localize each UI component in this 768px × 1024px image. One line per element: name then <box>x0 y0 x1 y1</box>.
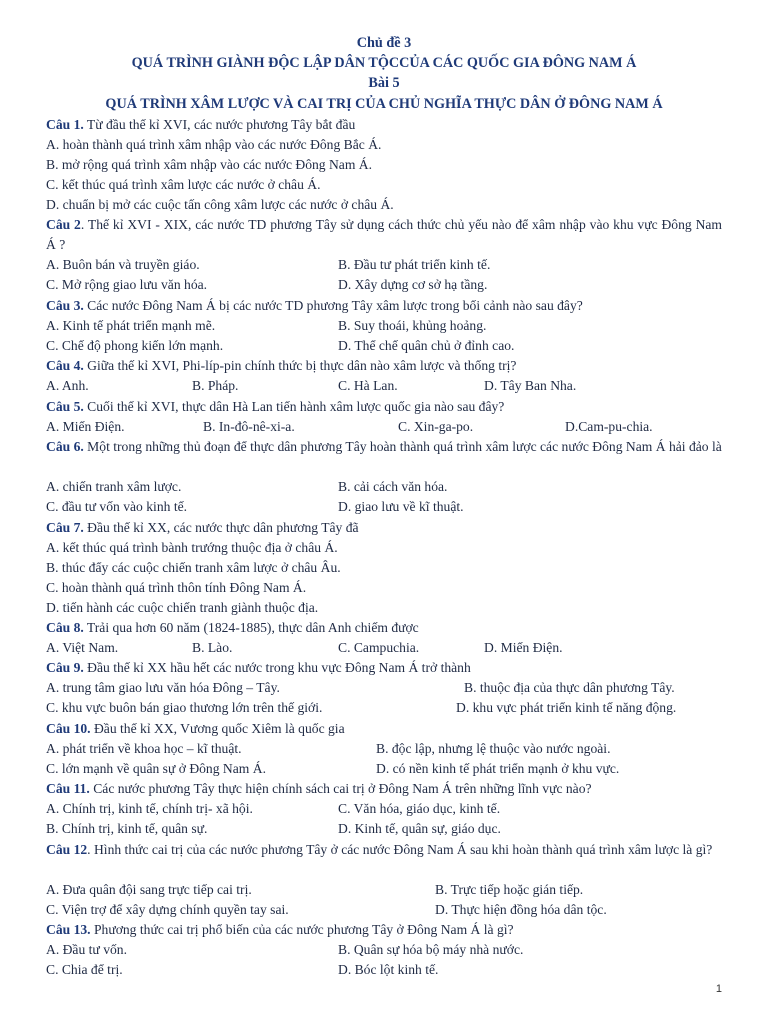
question-text: Từ đầu thế kỉ XVI, các nước phương Tây bắt đầu <box>83 117 356 132</box>
answer-option[interactable]: A. chiến tranh xâm lược. <box>46 479 182 495</box>
question-label: Câu 13. <box>46 922 91 937</box>
question-label: Câu 4. <box>46 358 84 373</box>
answer-option[interactable]: D. chuẩn bị mở các cuộc tấn công xâm lược các nước ở châu Á. <box>46 197 394 213</box>
answer-option[interactable]: A. phát triển về khoa học – kĩ thuật. <box>46 741 242 757</box>
answer-option[interactable]: A. Đưa quân đội sang trực tiếp cai trị. <box>46 882 252 898</box>
answer-option[interactable]: A. Đầu tư vốn. <box>46 942 127 958</box>
question-stem <box>46 437 722 457</box>
answer-option[interactable]: A. Miến Điện. <box>46 419 125 435</box>
answer-row <box>46 799 736 819</box>
answer-row <box>46 900 736 920</box>
answer-option[interactable]: C. lớn mạnh về quân sự ở Đông Nam Á. <box>46 761 266 777</box>
answer-row <box>46 497 736 517</box>
question-text: Các nước phương Tây thực hiện chính sách cai trị ở Đông Nam Á trên những lĩnh vực nào? <box>89 781 592 796</box>
answer-row <box>46 316 736 336</box>
question-text: Các nước Đông Nam Á bị các nước TD phương Tây xâm lược trong bối cảnh nào sau đây? <box>83 298 583 313</box>
lesson-title: QUÁ TRÌNH XÂM LƯỢC VÀ CAI TRỊ CỦA CHỦ NGHĨA THỰC DÂN Ở ĐÔNG NAM Á <box>105 96 663 112</box>
answer-option[interactable]: C. khu vực buôn bán giao thương lớn trên thế giới. <box>46 700 323 716</box>
answer-row <box>46 477 736 497</box>
answer-option[interactable]: C. Chia để trị. <box>46 962 123 978</box>
answer-option[interactable]: B. Pháp. <box>192 378 239 394</box>
topic-title: QUÁ TRÌNH GIÀNH ĐỘC LẬP DÂN TỘCCỦA CÁC QUỐC GIA ĐÔNG NAM Á <box>131 55 637 71</box>
question-text: Giữa thế kỉ XVI, Phi-líp-pin chính thức bị thực dân nào xâm lược và thống trị? <box>83 358 517 373</box>
answer-option[interactable]: D. Kinh tế, quân sự, giáo dục. <box>338 821 501 837</box>
answer-option[interactable]: A. Chính trị, kinh tế, chính trị- xã hội. <box>46 801 253 817</box>
answer-row <box>46 376 736 396</box>
answer-option[interactable]: B. Trực tiếp hoặc gián tiếp. <box>435 882 584 898</box>
answer-option[interactable]: C. kết thúc quá trình xâm lược các nước ở châu Á. <box>46 177 321 193</box>
question-stem <box>46 215 722 255</box>
answer-option[interactable]: D. Miến Điện. <box>484 640 563 656</box>
question-text: Cuối thế kỉ XVI, thực dân Hà Lan tiến hành xâm lược quốc gia nào sau đây? <box>83 399 505 414</box>
answer-row <box>46 275 736 295</box>
answer-option[interactable]: A. Việt Nam. <box>46 640 119 656</box>
answer-row <box>46 678 736 698</box>
answer-option[interactable]: C. Xin-ga-po. <box>398 419 474 435</box>
answer-row <box>46 819 736 839</box>
answer-option[interactable]: B. độc lập, nhưng lệ thuộc vào nước ngoài. <box>376 741 611 757</box>
topic-heading: Chủ đề 3 <box>356 35 412 51</box>
question-stem <box>46 618 722 638</box>
question-text: Một trong những thủ đoạn để thực dân phương Tây hoàn thành quá trình xâm lược các nước Đông Nam Á hải đảo là <box>83 439 722 454</box>
answer-option[interactable]: B. cải cách văn hóa. <box>338 479 448 495</box>
answer-option[interactable]: B. mở rộng quá trình xâm nhập vào các nước Đông Nam Á. <box>46 157 373 173</box>
question-label: Câu 12 <box>46 842 88 857</box>
answer-option[interactable]: C. Viện trợ để xây dựng chính quyền tay sai. <box>46 902 289 918</box>
question-text: . Thế kỉ XVI - XIX, các nước TD phương Tây sử dụng cách thức chủ yếu nào để xâm nhập vào khu vực Đông Nam Á ? <box>46 217 723 253</box>
question-stem <box>46 658 722 678</box>
answer-option[interactable]: A. Anh. <box>46 378 89 394</box>
lesson-heading: Bài 5 <box>368 75 400 91</box>
question-text: Đầu thế kỉ XX, Vương quốc Xiêm là quốc gia <box>90 721 345 736</box>
question-stem <box>46 356 722 376</box>
question-label: Câu 5. <box>46 399 84 414</box>
question-stem <box>46 840 722 860</box>
question-text: Đầu thế kỉ XX hầu hết các nước trong khu vực Đông Nam Á trở thành <box>83 660 471 675</box>
answer-option[interactable]: D. khu vực phát triển kinh tế năng động. <box>456 700 677 716</box>
answer-row <box>46 255 736 275</box>
answer-option[interactable]: D. Thể chế quân chủ ở đỉnh cao. <box>338 338 515 354</box>
answer-option[interactable]: B. Quân sự hóa bộ máy nhà nước. <box>338 942 524 958</box>
answer-option[interactable]: A. Kinh tế phát triển mạnh mẽ. <box>46 318 216 334</box>
answer-option[interactable]: B. thuộc địa của thực dân phương Tây. <box>464 680 675 696</box>
question-label: Câu 10. <box>46 721 91 736</box>
question-label: Câu 1. <box>46 117 84 132</box>
answer-option[interactable]: D. có nền kinh tế phát triển mạnh ở khu vực. <box>376 761 620 777</box>
question-label: Câu 9. <box>46 660 84 675</box>
question-stem <box>46 920 722 940</box>
question-stem <box>46 115 722 135</box>
answer-option[interactable]: D. Xây dựng cơ sở hạ tầng. <box>338 277 488 293</box>
question-label: Câu 7. <box>46 520 84 535</box>
question-label: Câu 11. <box>46 781 90 796</box>
answer-row <box>46 880 736 900</box>
question-label: Câu 6. <box>46 439 84 454</box>
question-text: Trải qua hơn 60 năm (1824-1885), thực dân Anh chiếm được <box>83 620 419 635</box>
question-stem <box>46 397 722 417</box>
answer-option[interactable]: A. Buôn bán và truyền giáo. <box>46 257 200 273</box>
answer-option[interactable]: D. giao lưu về kĩ thuật. <box>338 499 464 515</box>
answer-option[interactable]: D.Cam-pu-chia. <box>565 419 653 435</box>
answer-option[interactable]: C. Hà Lan. <box>338 378 398 394</box>
answer-option[interactable]: B. Lào. <box>192 640 233 656</box>
answer-option[interactable]: B. thúc đẩy các cuộc chiến tranh xâm lược ở châu Âu. <box>46 560 341 576</box>
question-label: Câu 3. <box>46 298 84 313</box>
question-text: Phương thức cai trị phổ biến của các nước phương Tây ở Đông Nam Á là gì? <box>90 922 514 937</box>
answer-row <box>46 417 736 437</box>
answer-row <box>46 759 736 779</box>
answer-option[interactable]: C. hoàn thành quá trình thôn tính Đông Nam Á. <box>46 580 307 596</box>
question-text: Đầu thế kỉ XX, các nước thực dân phương Tây đã <box>83 520 359 535</box>
answer-row <box>46 940 736 960</box>
question-label: Câu 2 <box>46 217 81 232</box>
answer-option[interactable]: C. đầu tư vốn vào kinh tế. <box>46 499 188 515</box>
question-stem <box>46 518 722 538</box>
answer-option[interactable]: C. Mở rộng giao lưu văn hóa. <box>46 277 208 293</box>
answer-option[interactable]: B. Chính trị, kinh tế, quân sự. <box>46 821 208 837</box>
answer-option[interactable]: D. Bóc lột kinh tế. <box>338 962 439 978</box>
answer-option[interactable]: C. Văn hóa, giáo dục, kinh tế. <box>338 801 501 817</box>
answer-row <box>46 638 736 658</box>
answer-row <box>46 698 736 718</box>
answer-row <box>46 960 736 980</box>
answer-option[interactable]: B. Suy thoái, khủng hoảng. <box>338 318 487 334</box>
answer-option[interactable]: A. hoàn thành quá trình xâm nhập vào các nước Đông Bắc Á. <box>46 137 382 153</box>
answer-option[interactable]: D. Thực hiện đồng hóa dân tộc. <box>435 902 607 918</box>
answer-row <box>46 336 736 356</box>
question-stem <box>46 779 722 799</box>
question-label: Câu 8. <box>46 620 84 635</box>
answer-option[interactable]: C. Campuchia. <box>338 640 420 656</box>
question-stem <box>46 719 722 739</box>
answer-option[interactable]: C. Chế độ phong kiến lớn mạnh. <box>46 338 224 354</box>
answer-option[interactable]: D. tiến hành các cuộc chiến tranh giành thuộc địa. <box>46 600 319 616</box>
question-text: . Hình thức cai trị của các nước phương Tây ở các nước Đông Nam Á sau khi hoàn thành quá trình xâm lược là gì? <box>87 842 713 857</box>
question-stem <box>46 296 722 316</box>
page-number: 1 <box>715 982 722 995</box>
answer-option[interactable]: A. trung tâm giao lưu văn hóa Đông – Tây. <box>46 680 280 696</box>
answer-option[interactable]: B. In-đô-nê-xi-a. <box>203 419 295 435</box>
answer-option[interactable]: B. Đầu tư phát triển kinh tế. <box>338 257 491 273</box>
answer-option[interactable]: A. kết thúc quá trình bành trướng thuộc địa ở châu Á. <box>46 540 338 556</box>
answer-row <box>46 739 736 759</box>
answer-option[interactable]: D. Tây Ban Nha. <box>484 378 577 394</box>
